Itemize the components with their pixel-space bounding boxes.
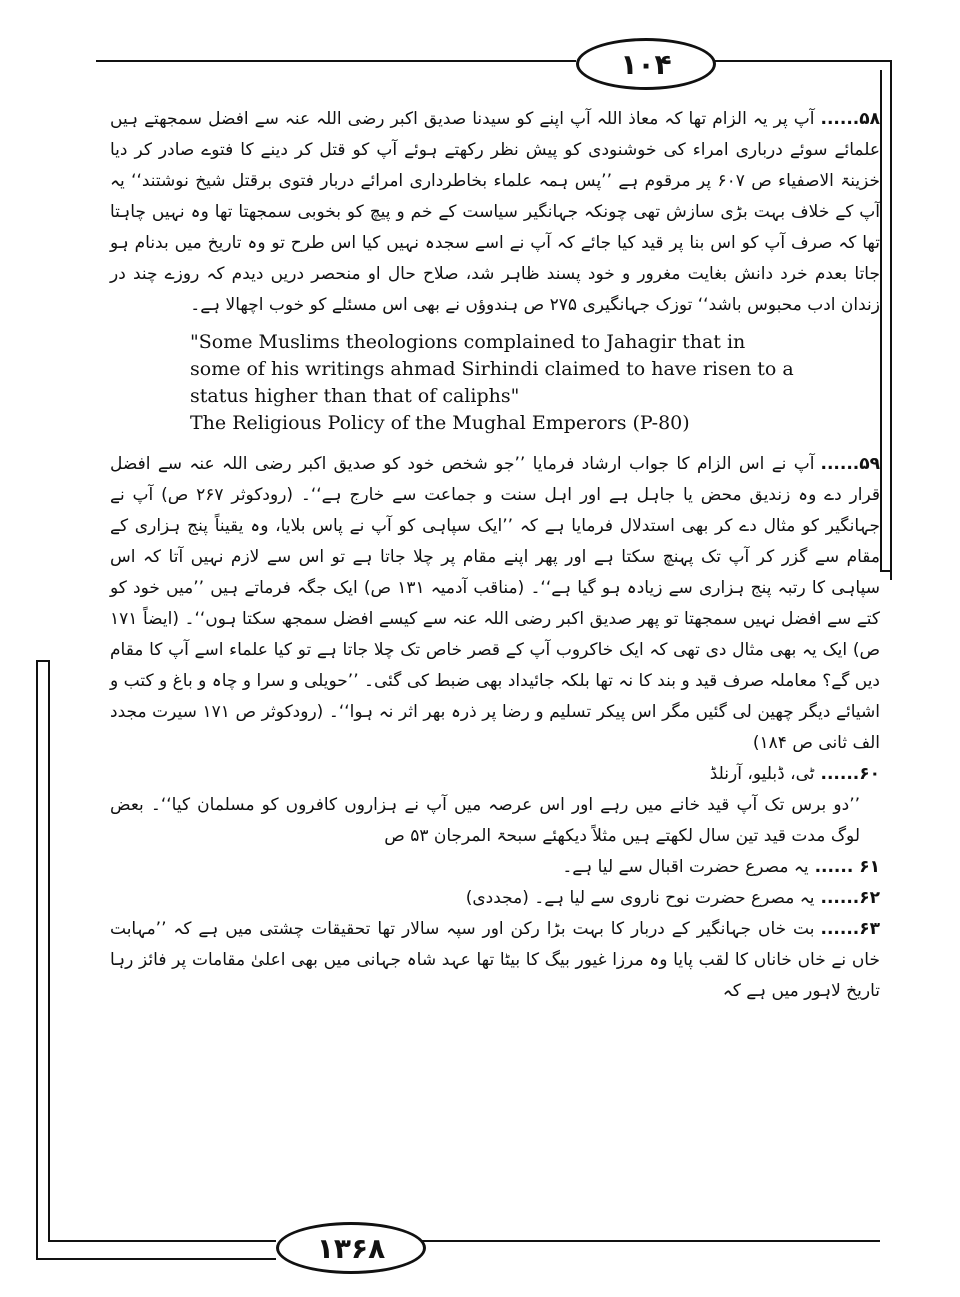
- note-number: ۶۲......: [820, 888, 880, 908]
- note-text: یہ مصرع حضرت اقبال سے لیا ہے۔: [562, 857, 809, 877]
- frame-top-line-right: [710, 60, 890, 62]
- frame-right-inner: [880, 70, 882, 570]
- quote-line-1: "Some Muslims theologions complained to Jahagir that in: [190, 331, 746, 353]
- quote-citation: The Religious Policy of the Mughal Emperors (P-80): [190, 412, 690, 434]
- quote-line-3: status higher than that of caliphs": [190, 385, 520, 407]
- frame-bottom-line-inner: [48, 1240, 276, 1242]
- frame-right-outer: [890, 60, 892, 580]
- frame-right-bottom: [880, 570, 892, 572]
- note-number: ۵۸......: [820, 109, 880, 129]
- frame-left-outer: [36, 660, 38, 1260]
- note-60: [110, 759, 880, 790]
- note-number: ۵۹......: [820, 454, 880, 474]
- note-number: ۶۱ ......: [814, 857, 880, 877]
- note-62: [110, 883, 880, 914]
- frame-left-cap: [36, 660, 50, 662]
- quote-line-2: some of his writings ahmad Sirhindi claimed to have risen to a: [190, 358, 794, 380]
- note-63: [110, 914, 880, 1007]
- note-58: [110, 104, 880, 321]
- page-content: [110, 104, 880, 1007]
- note-number: ۶۰......: [820, 764, 880, 784]
- note-60-quote: [110, 790, 860, 852]
- frame-top-line-left: [96, 60, 576, 62]
- note-text: ’’دو برس تک آپ قید خانے میں رہے اور اس عرصہ میں آپ نے ہزاروں کافروں کو مسلمان کیا‘‘۔ بعض لوگ مدت قید تین سال لکھتے ہیں مثلاً دیکھئے سبحۃ المرجان ۵۳ ص: [110, 795, 860, 846]
- note-text: آپ نے اس الزام کا جواب ارشاد فرمایا ’’جو شخص خود کو صدیق اکبر رضی اللہ عنہ سے افضل قرار دے وہ زندیق محض یا جاہل ہے اور اہل سنت و جماعت سے خارج ہے‘‘۔ (رودکوثر ۲۶۷ ص) آپ نے جہانگیر کو مثال دے کر بھی استدلال فرمایا ہے کہ ’’ایک سپاہی کو آپ نے پاس بلایا، وہ یقیناً پنج ہزاری کے مقام سے گزر کر آپ تک پہنچ سکتا ہے اور پھر اپنے مقام پر چلا جاتا ہے تو اس سے لازم نہیں آتا کہ اس سپاہی کا رتبہ پنج ہزاری سے زیادہ ہو گیا ہے‘‘۔ (مناقب آدمیہ ۱۳۱ ص) ایک جگہ فرماتے ہیں ’’میں خود کو کتے سے افضل نہیں سمجھتا تو پھر صدیق اکبر رضی اللہ عنہ سے کیسے افضل سمجھ سکتا ہوں‘‘۔ (ایضاً ۱۷۱ ص) ایک یہ بھی مثال دی تھی کہ ایک خاکروب آپ کے قصر خاص تک چلا جاتا ہے تو کیا علماء اسے آپ کا مقام دیں گے؟ معاملہ صرف قید و بند کا نہ تھا بلکہ جائیداد بھی ضبط کی گئی۔ ’’حویلی و سرا و چاہ و باغ و کتب و اشیائے دیگر چھین لی گئیں مگر اس پیکر تسلیم و رضا پر ذرہ بھر اثر نہ ہوا‘‘۔ (رودکوثر ص ۱۷۱ سیرت مجدد الف ثانی ص ۱۸۴): [110, 454, 881, 753]
- frame-left-inner: [48, 660, 50, 1240]
- note-number: ۶۳......: [820, 919, 880, 939]
- page-number-top: ۱۰۴: [576, 38, 716, 90]
- note-61: [110, 852, 880, 883]
- frame-bottom-line-outer: [36, 1258, 276, 1260]
- note-text: بت خاں جہانگیر کے دربار کا بہت بڑا رکن اور سپہ سالار تھا تحقیقات چشتی میں ہے کہ ’’مہابت خاں نے خاں خاناں کا لقب پایا وہ مرزا غیور بیگ کا بیٹا تھا عہد شاہ جہانی میں بھی اعلیٰ مقامات پر فائز رہا تاریخ لاہور میں ہے کہ: [110, 919, 880, 1001]
- note-59: [110, 449, 880, 759]
- note-text: ٹی، ڈبلیو، آرنلڈ: [709, 764, 815, 784]
- note-text: آپ پر یہ الزام تھا کہ معاذ اللہ آپ اپنے کو سیدنا صدیق اکبر رضی اللہ عنہ سے افضل سمجھتے ہیں علمائے سوئے درباری امراء کی خوشنودی کو پیش نظر رکھتے ہوئے آپ کو قتل کر دینے کا فتوے صادر کر دیا خزینۃ الاصفیاء ص ۶۰۷ پر مرقوم ہے ’’پس ہمہ علماء بخاطرداری امرائے دربار فتوی برقتل شیخ نوشتند‘‘ یہ آپ کے خلاف بہت بڑی سازش تھی چونکہ جہانگیر سیاست کے خم و پیچ کو بخوبی سمجھتا تھا وہ نہیں چاہتا تھا کہ صرف آپ کو اس بنا پر قید کیا جائے کہ آپ نے اسے سجدہ نہیں کیا اس طرح تو وہ تاریخ میں بدنام ہو جاتا بعدم خرد دانش بغایت مغرور و خود پسند ظاہر شد، صلاح حال او منحصر دریں دیدم کہ روزے چند در زندان ادب محبوس باشد‘‘ توزک جہانگیری ۲۷۵ ص ہندوؤں نے بھی اس مسئلے کو خوب اچھالا ہے۔: [110, 109, 880, 315]
- page-number-bottom: ۱۳۶۸: [276, 1222, 426, 1274]
- english-quote: [190, 329, 830, 437]
- frame-bottom-line-right: [420, 1240, 880, 1242]
- note-text: یہ مصرع حضرت نوح ناروی سے لیا ہے۔ (مجددی): [465, 888, 815, 908]
